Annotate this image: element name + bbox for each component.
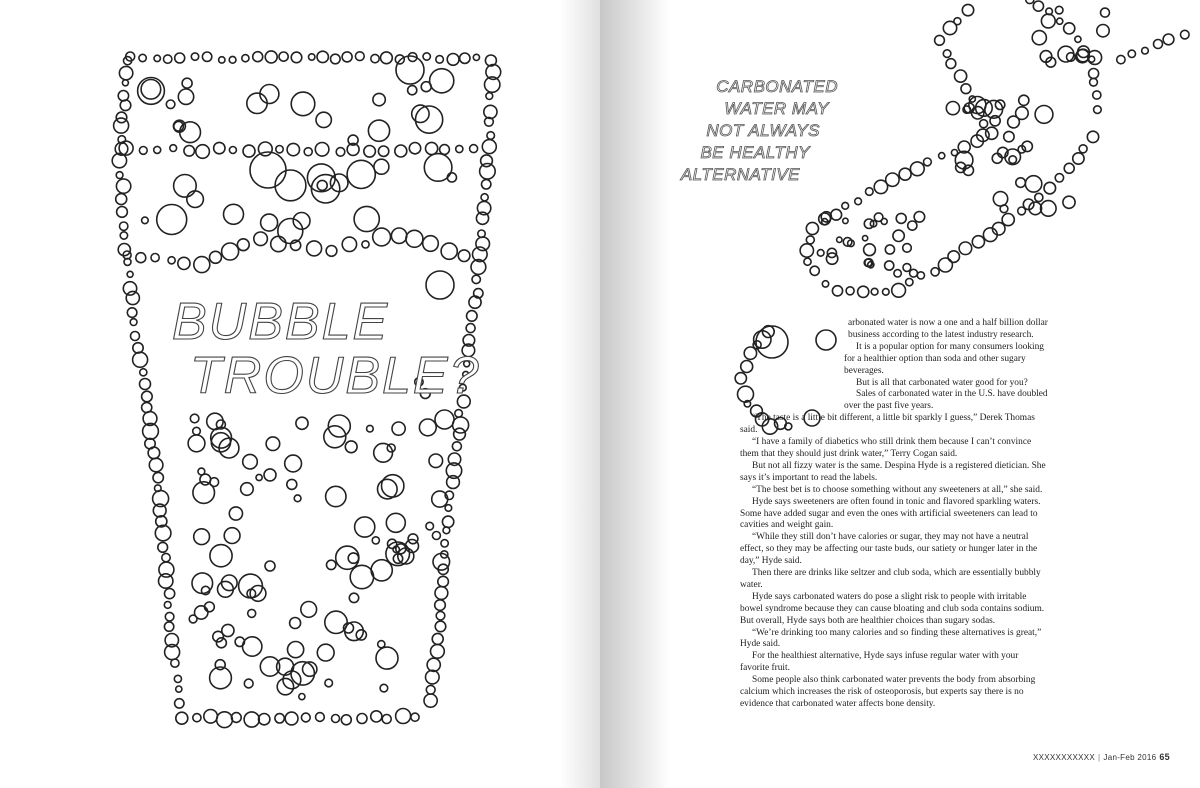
bubble bbox=[455, 410, 463, 418]
bubble bbox=[435, 587, 448, 600]
bubble bbox=[421, 82, 431, 92]
bubble bbox=[158, 542, 168, 552]
bubble bbox=[341, 715, 351, 725]
bubble bbox=[187, 191, 204, 208]
bubble bbox=[120, 222, 128, 230]
bubble bbox=[315, 143, 329, 157]
bubble bbox=[438, 576, 449, 587]
bubble bbox=[374, 443, 393, 462]
article-paragraph: It is a popular option for many consumers looking for a healthier option than soda and other sugary beverages. bbox=[844, 341, 1044, 376]
bubble bbox=[229, 507, 242, 520]
bubble bbox=[287, 479, 297, 489]
bubble bbox=[316, 112, 331, 127]
bubble bbox=[364, 146, 376, 158]
bubble bbox=[371, 54, 379, 62]
bubble bbox=[332, 715, 340, 723]
bubble bbox=[164, 602, 171, 609]
bubble bbox=[133, 352, 148, 367]
bubble bbox=[243, 637, 262, 656]
bubble bbox=[376, 647, 398, 669]
bubble bbox=[139, 147, 147, 155]
bubble bbox=[373, 93, 385, 105]
bubble bbox=[116, 179, 130, 193]
bubble bbox=[484, 105, 497, 118]
bubble bbox=[254, 232, 268, 246]
bubble bbox=[327, 560, 336, 569]
bubble bbox=[259, 714, 270, 725]
bubble bbox=[165, 589, 175, 599]
bubble bbox=[291, 92, 315, 116]
bubble bbox=[386, 513, 405, 532]
bubble bbox=[441, 540, 448, 547]
bubble bbox=[331, 54, 341, 64]
bubble bbox=[222, 243, 239, 260]
bubble bbox=[447, 54, 459, 66]
deck-line: ALTERNATIVE bbox=[680, 165, 800, 184]
bubble bbox=[142, 217, 149, 224]
bubble bbox=[204, 710, 218, 724]
bubble bbox=[154, 146, 161, 153]
bubble bbox=[426, 685, 435, 694]
bubble bbox=[374, 159, 389, 174]
bubble bbox=[242, 55, 249, 62]
bubble bbox=[210, 478, 219, 487]
bubble bbox=[482, 180, 491, 189]
bubble bbox=[317, 51, 328, 62]
bubble bbox=[136, 253, 146, 263]
bubble bbox=[176, 686, 182, 692]
bubble bbox=[283, 671, 301, 689]
bubble bbox=[120, 100, 131, 111]
bubble bbox=[307, 241, 322, 256]
bubble bbox=[381, 52, 393, 64]
bubble bbox=[118, 244, 130, 256]
bubble bbox=[210, 251, 222, 263]
article-paragraph: “While they still don’t have calories or sugar, they may not have a neutral effect, so they may be affecting our taste buds, our satiety or hunger later in the day,” Hyde said. bbox=[740, 532, 1038, 567]
bubble bbox=[378, 146, 388, 156]
bubble bbox=[168, 257, 175, 264]
bubble bbox=[250, 152, 286, 188]
bubble bbox=[190, 414, 199, 423]
bubble bbox=[149, 458, 163, 472]
bubble bbox=[440, 145, 450, 155]
article-paragraph: “I have a family of diabetics who still drink them because I can’t convince them that they should just drink water,” Terry Cogan said. bbox=[740, 437, 1032, 459]
bubble bbox=[429, 454, 443, 468]
deck-line: NOT ALWAYS bbox=[706, 121, 820, 140]
bubble bbox=[317, 644, 334, 661]
bubble bbox=[304, 148, 312, 156]
bubble bbox=[180, 122, 201, 143]
bubble bbox=[224, 204, 244, 224]
bubble bbox=[301, 602, 317, 618]
bubble bbox=[188, 435, 205, 452]
bubble bbox=[349, 593, 358, 602]
article-paragraph: “The best bet is to choose something without any sweeteners at all,” she said. bbox=[752, 484, 1043, 495]
bubble bbox=[427, 658, 440, 671]
bubble bbox=[435, 410, 454, 429]
bubble bbox=[153, 472, 163, 482]
bubble bbox=[345, 622, 364, 641]
article-paragraph: For the healthiest alternative, Hyde says infuse regular water with your favorite fruit. bbox=[740, 651, 1019, 674]
bubble bbox=[392, 422, 405, 435]
page-folio: XXXXXXXXXXX | Jan-Feb 2016 65 bbox=[1033, 752, 1170, 762]
bubble bbox=[265, 51, 277, 63]
bubble bbox=[164, 55, 172, 63]
bubble bbox=[441, 243, 457, 259]
article-paragraph: “We’re drinking too many calories and so finding these alternatives is great,” Hyde said. bbox=[740, 627, 1042, 650]
bubble bbox=[482, 140, 496, 154]
bubble bbox=[299, 694, 305, 700]
article-paragraph: Then there are drinks like seltzer and club soda, which are essentially bubbly water. bbox=[740, 568, 1041, 590]
bubble bbox=[178, 257, 190, 269]
bubble bbox=[229, 147, 236, 154]
bubble bbox=[466, 324, 475, 333]
bubble bbox=[127, 308, 137, 318]
article-body bbox=[740, 318, 1048, 711]
bubble bbox=[408, 86, 417, 95]
bubble bbox=[436, 56, 444, 64]
bubble bbox=[456, 145, 463, 152]
bubble bbox=[431, 644, 445, 658]
bubble bbox=[162, 553, 170, 561]
bubble bbox=[412, 105, 429, 122]
bubble bbox=[184, 146, 195, 157]
bubble bbox=[432, 532, 440, 540]
article-paragraph: arbonated water is now a one and a half billion dollar business according to the latest industry research. bbox=[848, 318, 1048, 340]
bubble bbox=[391, 228, 406, 243]
bubble bbox=[285, 455, 302, 472]
bubble bbox=[175, 699, 184, 708]
bubble bbox=[285, 712, 298, 725]
bubble bbox=[350, 565, 373, 588]
article-paragraph: Hyde says sweeteners are often found in tonic and flavored sparkling waters. Some have added sugar and even the ones with artificial sweeteners can lead to cavities and weight gain. bbox=[740, 496, 1041, 531]
bubble bbox=[278, 219, 303, 244]
bubble bbox=[326, 246, 337, 257]
bubble bbox=[271, 236, 286, 251]
bubble bbox=[130, 319, 137, 326]
bubble bbox=[122, 80, 128, 86]
bubble bbox=[182, 78, 192, 88]
bubble bbox=[442, 516, 453, 527]
bubble bbox=[241, 483, 254, 496]
bubble bbox=[373, 228, 391, 246]
bubble bbox=[326, 486, 346, 506]
bubble bbox=[423, 53, 430, 60]
bubble bbox=[430, 69, 454, 93]
bubble bbox=[174, 175, 197, 198]
bubble bbox=[250, 586, 266, 602]
bubble bbox=[423, 236, 439, 252]
bubble bbox=[435, 600, 446, 611]
bubble bbox=[194, 529, 210, 545]
deck-line: CARBONATED bbox=[716, 77, 838, 96]
bubble bbox=[202, 52, 211, 61]
bubble bbox=[291, 52, 302, 63]
bubble bbox=[126, 291, 139, 304]
bubble bbox=[176, 712, 188, 724]
bubble bbox=[395, 145, 407, 157]
bubble bbox=[367, 425, 374, 432]
article-paragraph: Sales of carbonated water in the U.S. have doubled over the past five years. bbox=[844, 389, 1048, 412]
bubble bbox=[248, 609, 256, 617]
bubble bbox=[472, 275, 480, 283]
bubble bbox=[478, 230, 485, 237]
bubble bbox=[196, 145, 210, 159]
bubble bbox=[345, 441, 357, 453]
article-paragraph: “The taste is a little bit different, a little bit sparkly I guess,” Derek Thomas said. bbox=[740, 413, 1035, 436]
bubble bbox=[193, 714, 201, 722]
bubble bbox=[411, 713, 419, 721]
bubble bbox=[426, 522, 434, 530]
bubble bbox=[336, 148, 345, 157]
bubble bbox=[120, 232, 127, 239]
bubble bbox=[409, 143, 420, 154]
bubble bbox=[357, 714, 367, 724]
bubble bbox=[171, 659, 179, 667]
bubble bbox=[290, 618, 301, 629]
bubble bbox=[216, 638, 226, 648]
bubble bbox=[166, 100, 175, 109]
bubble bbox=[380, 684, 388, 692]
bubble bbox=[243, 454, 258, 469]
bubble bbox=[276, 146, 283, 153]
article-paragraph: Some people also think carbonated water prevents the body from absorbing calcium which increases the risk of osteoporosis, but experts say there is no evidence that carbonated water affects bone density. bbox=[740, 675, 1036, 709]
bubble bbox=[445, 505, 452, 512]
bubble bbox=[316, 713, 325, 722]
bubble bbox=[275, 170, 306, 201]
bubble bbox=[460, 53, 470, 63]
bubble bbox=[279, 52, 288, 61]
bubble bbox=[487, 132, 495, 140]
bubble bbox=[265, 561, 275, 571]
bubble bbox=[256, 474, 262, 480]
bubble bbox=[356, 630, 366, 640]
bubble bbox=[244, 679, 253, 688]
bubble bbox=[191, 53, 198, 60]
bubble bbox=[154, 55, 160, 61]
bubble bbox=[151, 254, 159, 262]
bubble bbox=[287, 143, 299, 155]
deck-subhead bbox=[638, 76, 838, 186]
bubble bbox=[116, 172, 123, 179]
bubble bbox=[170, 145, 177, 152]
bubble bbox=[486, 93, 493, 100]
bubble bbox=[362, 241, 369, 248]
bubble bbox=[426, 271, 454, 299]
bubble bbox=[266, 437, 280, 451]
folio-issue: Jan-Feb 2016 bbox=[1103, 753, 1157, 762]
bubble bbox=[198, 468, 205, 475]
bubble bbox=[378, 641, 385, 648]
bubble bbox=[253, 52, 263, 62]
bubble bbox=[264, 469, 276, 481]
bubble bbox=[476, 237, 490, 251]
bubble bbox=[382, 715, 391, 724]
bubble bbox=[372, 537, 379, 544]
article-paragraph: Hyde says carbonated waters do pose a slight risk to people with irritable bowel syndrome because they can cause bloating and club soda contains sodium. But overall, Hyde says both are healthier choices than sugary sodas. bbox=[740, 591, 1045, 626]
bubble bbox=[436, 611, 445, 620]
bubble bbox=[470, 145, 478, 153]
bubble bbox=[157, 205, 187, 235]
bubble bbox=[244, 712, 259, 727]
bubble bbox=[114, 118, 129, 133]
bubble bbox=[117, 207, 128, 218]
bubble bbox=[296, 417, 308, 429]
bubble bbox=[148, 447, 160, 459]
bubble bbox=[192, 573, 213, 594]
bubble bbox=[127, 271, 133, 277]
bubble bbox=[309, 54, 315, 60]
bubble bbox=[194, 257, 210, 273]
folio-page-number: 65 bbox=[1159, 752, 1170, 762]
bubble bbox=[243, 145, 255, 157]
bubble bbox=[406, 230, 423, 247]
bubble bbox=[175, 53, 185, 63]
bubble bbox=[159, 574, 173, 588]
bubble bbox=[214, 142, 225, 153]
bubble bbox=[288, 642, 304, 658]
bubble bbox=[291, 662, 314, 685]
bubble bbox=[419, 419, 436, 436]
headline-line-2: TROUBLE? bbox=[190, 347, 481, 405]
bubble bbox=[141, 80, 161, 100]
bubble bbox=[155, 525, 171, 541]
bubble bbox=[217, 712, 233, 728]
bubble bbox=[224, 528, 240, 544]
bubble bbox=[123, 282, 136, 295]
bubble bbox=[193, 427, 201, 435]
bubble bbox=[368, 120, 389, 141]
bubble bbox=[275, 714, 284, 723]
bubble bbox=[426, 670, 440, 684]
bubble bbox=[396, 709, 411, 724]
bubble bbox=[140, 379, 151, 390]
bubble bbox=[142, 391, 153, 402]
bubble bbox=[325, 679, 333, 687]
bubble bbox=[435, 621, 446, 632]
bubble bbox=[140, 369, 147, 376]
article-paragraph: But not all fizzy water is the same. Despina Hyde is a registered dietician. She says it’s important to read the labels. bbox=[740, 460, 1046, 483]
bubble bbox=[454, 428, 466, 440]
bubble bbox=[317, 180, 327, 190]
article-paragraph: But is all that carbonated water good for you? bbox=[856, 377, 1028, 388]
bubble bbox=[119, 66, 132, 79]
bubble bbox=[210, 545, 232, 567]
bubble bbox=[294, 495, 301, 502]
bubble bbox=[165, 612, 174, 621]
bubble bbox=[301, 713, 310, 722]
bubble bbox=[342, 237, 356, 251]
bubble bbox=[131, 332, 140, 341]
bubble bbox=[355, 52, 364, 61]
bubble bbox=[213, 631, 224, 642]
bubble bbox=[174, 675, 181, 682]
bubble bbox=[219, 57, 225, 63]
bubble bbox=[469, 296, 481, 308]
bubble bbox=[133, 343, 143, 353]
deck-line: BE HEALTHY bbox=[700, 143, 810, 162]
bubble bbox=[382, 475, 404, 497]
bubble bbox=[348, 553, 358, 563]
bubble bbox=[452, 442, 461, 451]
bubble bbox=[481, 194, 488, 201]
bubble bbox=[424, 694, 437, 707]
bubble bbox=[178, 89, 193, 104]
bubble bbox=[261, 214, 278, 231]
bubble bbox=[467, 311, 478, 322]
bubble bbox=[426, 142, 438, 154]
bubble bbox=[237, 239, 249, 251]
bubble bbox=[354, 206, 379, 231]
bubble bbox=[432, 491, 448, 507]
bubble bbox=[247, 93, 267, 113]
bubble bbox=[371, 711, 382, 722]
bubble bbox=[164, 622, 173, 631]
bubble bbox=[347, 160, 375, 188]
bubble bbox=[189, 615, 197, 623]
bubble bbox=[139, 54, 146, 61]
bubble bbox=[355, 517, 375, 537]
bubble bbox=[118, 91, 128, 101]
bubble bbox=[342, 52, 352, 62]
bubble bbox=[473, 54, 479, 60]
bubble bbox=[432, 633, 443, 644]
bubble bbox=[229, 56, 236, 63]
folio-publication: XXXXXXXXXXX bbox=[1033, 753, 1096, 762]
bubble bbox=[336, 546, 359, 569]
deck-line: WATER MAY bbox=[724, 99, 829, 118]
headline-line-1: BUBBLE bbox=[172, 293, 390, 351]
bubble bbox=[116, 194, 127, 205]
bubble bbox=[458, 250, 470, 262]
